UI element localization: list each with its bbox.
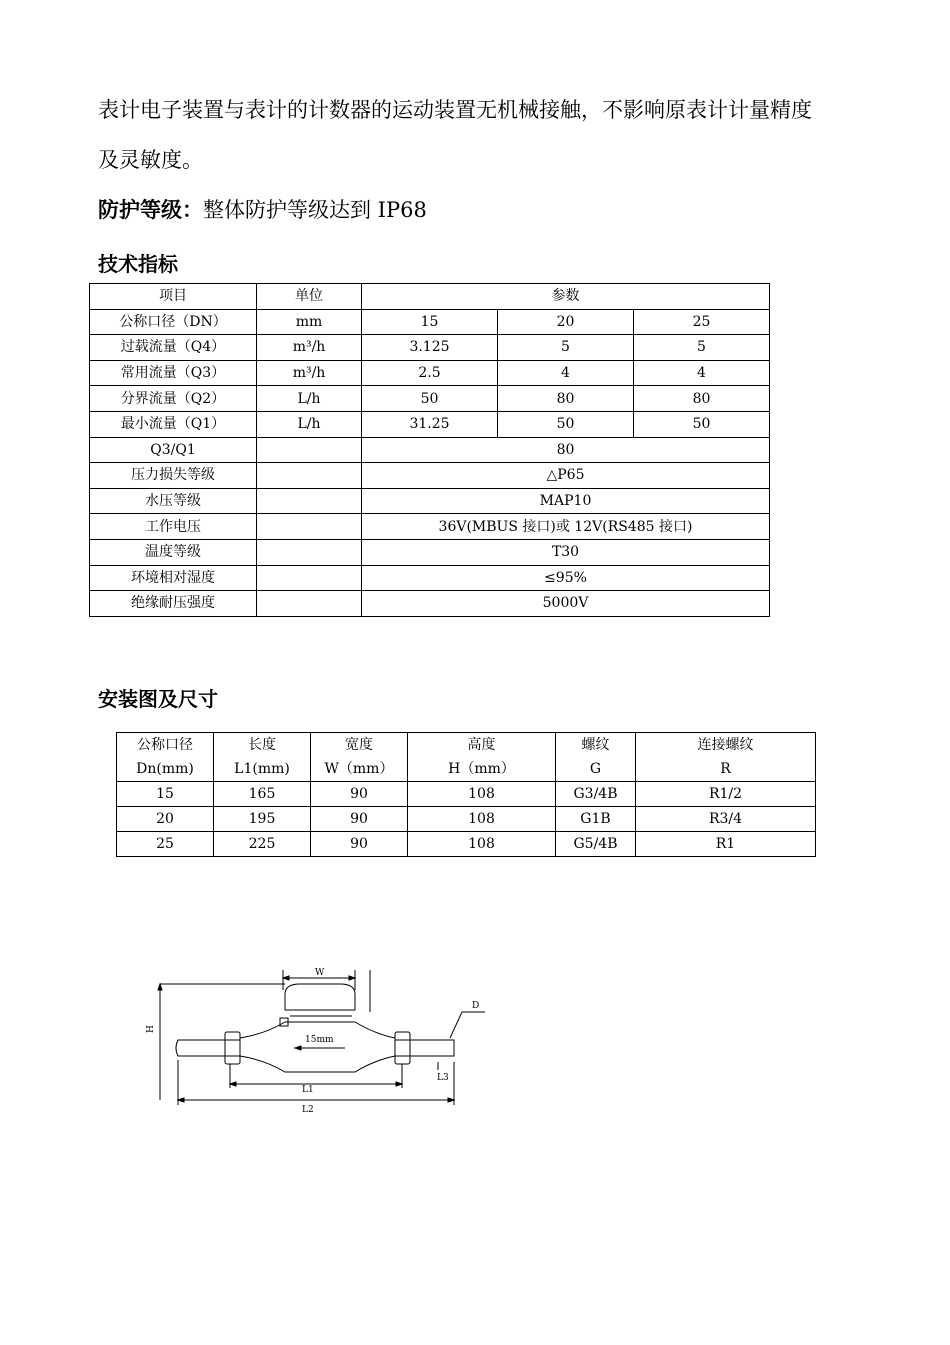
spec-unit-cell: L/h xyxy=(257,386,362,412)
spec-item-cell: 温度等级 xyxy=(90,539,257,565)
d-label: D xyxy=(472,1001,480,1011)
spec-value-dn20-cell: 80 xyxy=(498,386,634,412)
meter-head xyxy=(285,984,355,1010)
spec-value-dn15-cell: 2.5 xyxy=(362,360,498,386)
spec-value-dn15-cell: 50 xyxy=(362,386,498,412)
spec-unit-empty-cell xyxy=(257,514,362,540)
dimension-cell: 20 xyxy=(117,807,214,832)
spec-unit-empty-cell xyxy=(257,591,362,617)
intro-line-1: 表计电子装置与表计的计数器的运动装置无机械接触，不影响原表计计量精度 xyxy=(98,98,812,122)
dimension-header-cell: 长度 xyxy=(214,733,311,758)
spec-unit-empty-cell xyxy=(257,565,362,591)
spec-item-cell: 绝缘耐压强度 xyxy=(90,591,257,617)
dimension-cell: 25 xyxy=(117,832,214,857)
spec-value-dn20-cell: 20 xyxy=(498,309,634,335)
spec-merged-row xyxy=(90,514,770,540)
dimension-cell: 90 xyxy=(311,832,408,857)
meter-body xyxy=(240,1022,395,1072)
spec-row xyxy=(90,386,770,412)
spec-row xyxy=(90,309,770,335)
spec-merged-value-cell: △P65 xyxy=(362,463,770,489)
spec-unit-empty-cell xyxy=(257,488,362,514)
l3-label: L3 xyxy=(437,1073,449,1083)
spec-item-cell: 工作电压 xyxy=(90,514,257,540)
left-pipe-end xyxy=(176,1040,225,1056)
installation-drawing xyxy=(140,960,500,1120)
spec-unit-cell: mm xyxy=(257,309,362,335)
spec-value-dn25-cell: 80 xyxy=(634,386,770,412)
spec-unit-empty-cell xyxy=(257,437,362,463)
spec-header-param: 参数 xyxy=(362,284,770,310)
spec-value-dn25-cell: 4 xyxy=(634,360,770,386)
dimension-header-cell: 螺纹 xyxy=(556,733,636,758)
spec-unit-cell: L/h xyxy=(257,411,362,437)
intro-line-2: 及灵敏度。 xyxy=(98,148,203,172)
dimension-cell: G5/4B xyxy=(556,832,636,857)
spec-value-dn20-cell: 4 xyxy=(498,360,634,386)
spec-row xyxy=(90,360,770,386)
dimension-unit-cell: R xyxy=(636,757,816,782)
spec-merged-value-cell: ≤95% xyxy=(362,565,770,591)
spec-merged-row xyxy=(90,463,770,489)
spec-row xyxy=(90,411,770,437)
dimension-cell: 90 xyxy=(311,807,408,832)
spec-merged-row xyxy=(90,539,770,565)
spec-item-cell: 公称口径（DN） xyxy=(90,309,257,335)
dimension-header-row-bottom xyxy=(117,757,816,782)
dimension-cell: 108 xyxy=(408,832,556,857)
spec-unit-empty-cell xyxy=(257,463,362,489)
dimension-row xyxy=(117,807,816,832)
protection-text: 整体防护等级达到 IP68 xyxy=(203,198,427,222)
spec-merged-value-cell: 80 xyxy=(362,437,770,463)
dimension-unit-cell: Dn(mm) xyxy=(117,757,214,782)
spec-item-cell: 常用流量（Q3） xyxy=(90,360,257,386)
spec-item-cell: 过载流量（Q4） xyxy=(90,335,257,361)
spec-item-cell: 水压等级 xyxy=(90,488,257,514)
inner-label: 15mm xyxy=(305,1035,334,1045)
dimension-cell: 165 xyxy=(214,782,311,807)
install-section-title: 安装图及尺寸 xyxy=(98,687,218,711)
l1-label: L1 xyxy=(302,1085,314,1095)
dimension-cell: R1/2 xyxy=(636,782,816,807)
spec-row xyxy=(90,335,770,361)
spec-merged-row xyxy=(90,591,770,617)
dimension-cell: G1B xyxy=(556,807,636,832)
spec-table xyxy=(89,283,770,617)
protection-line xyxy=(98,196,427,224)
spec-value-dn25-cell: 25 xyxy=(634,309,770,335)
dimension-unit-cell: H（mm） xyxy=(408,757,556,782)
inner-arrow xyxy=(295,1046,301,1050)
dimension-header-cell: 宽度 xyxy=(311,733,408,758)
right-pipe-end xyxy=(410,1040,454,1056)
spec-item-cell: 分界流量（Q2） xyxy=(90,386,257,412)
spec-merged-value-cell: T30 xyxy=(362,539,770,565)
protection-label: 防护等级： xyxy=(98,198,203,222)
d-leader xyxy=(450,1012,462,1038)
spec-merged-row xyxy=(90,437,770,463)
dimension-cell: 90 xyxy=(311,782,408,807)
h-label: H xyxy=(146,1025,156,1033)
dimension-row xyxy=(117,782,816,807)
spec-value-dn25-cell: 50 xyxy=(634,411,770,437)
dimension-table xyxy=(116,732,816,857)
w-label: W xyxy=(315,968,325,978)
spec-merged-value-cell: 36V(MBUS 接口)或 12V(RS485 接口) xyxy=(362,514,770,540)
dimension-header-cell: 公称口径 xyxy=(117,733,214,758)
h-arrow xyxy=(158,984,162,990)
dimension-cell: 225 xyxy=(214,832,311,857)
spec-header-row xyxy=(90,284,770,310)
spec-value-dn15-cell: 15 xyxy=(362,309,498,335)
dimension-cell: 108 xyxy=(408,782,556,807)
right-nut xyxy=(395,1032,410,1064)
spec-item-cell: 最小流量（Q1） xyxy=(90,411,257,437)
spec-merged-row xyxy=(90,488,770,514)
spec-item-cell: 环境相对湿度 xyxy=(90,565,257,591)
spec-unit-empty-cell xyxy=(257,539,362,565)
dimension-unit-cell: G xyxy=(556,757,636,782)
dimension-cell: R3/4 xyxy=(636,807,816,832)
spec-item-cell: 压力损失等级 xyxy=(90,463,257,489)
dimension-cell: R1 xyxy=(636,832,816,857)
spec-header-item: 项目 xyxy=(90,284,257,310)
dimension-cell: 195 xyxy=(214,807,311,832)
spec-unit-cell: m³/h xyxy=(257,335,362,361)
left-nut xyxy=(225,1032,240,1064)
l2-label: L2 xyxy=(302,1105,314,1115)
dimension-unit-cell: W（mm） xyxy=(311,757,408,782)
dimension-cell: 15 xyxy=(117,782,214,807)
spec-section-title: 技术指标 xyxy=(98,252,178,276)
dimension-cell: G3/4B xyxy=(556,782,636,807)
spec-value-dn25-cell: 5 xyxy=(634,335,770,361)
dimension-cell: 108 xyxy=(408,807,556,832)
spec-header-unit: 单位 xyxy=(257,284,362,310)
dimension-row xyxy=(117,832,816,857)
dimension-header-cell: 高度 xyxy=(408,733,556,758)
dimension-unit-cell: L1(mm) xyxy=(214,757,311,782)
spec-merged-value-cell: MAP10 xyxy=(362,488,770,514)
dimension-header-cell: 连接螺纹 xyxy=(636,733,816,758)
dimension-header-row-top xyxy=(117,733,816,758)
spec-merged-value-cell: 5000V xyxy=(362,591,770,617)
spec-merged-row xyxy=(90,565,770,591)
spec-value-dn15-cell: 31.25 xyxy=(362,411,498,437)
spec-item-cell: Q3/Q1 xyxy=(90,437,257,463)
spec-unit-cell: m³/h xyxy=(257,360,362,386)
spec-value-dn20-cell: 5 xyxy=(498,335,634,361)
spec-value-dn20-cell: 50 xyxy=(498,411,634,437)
spec-value-dn15-cell: 3.125 xyxy=(362,335,498,361)
